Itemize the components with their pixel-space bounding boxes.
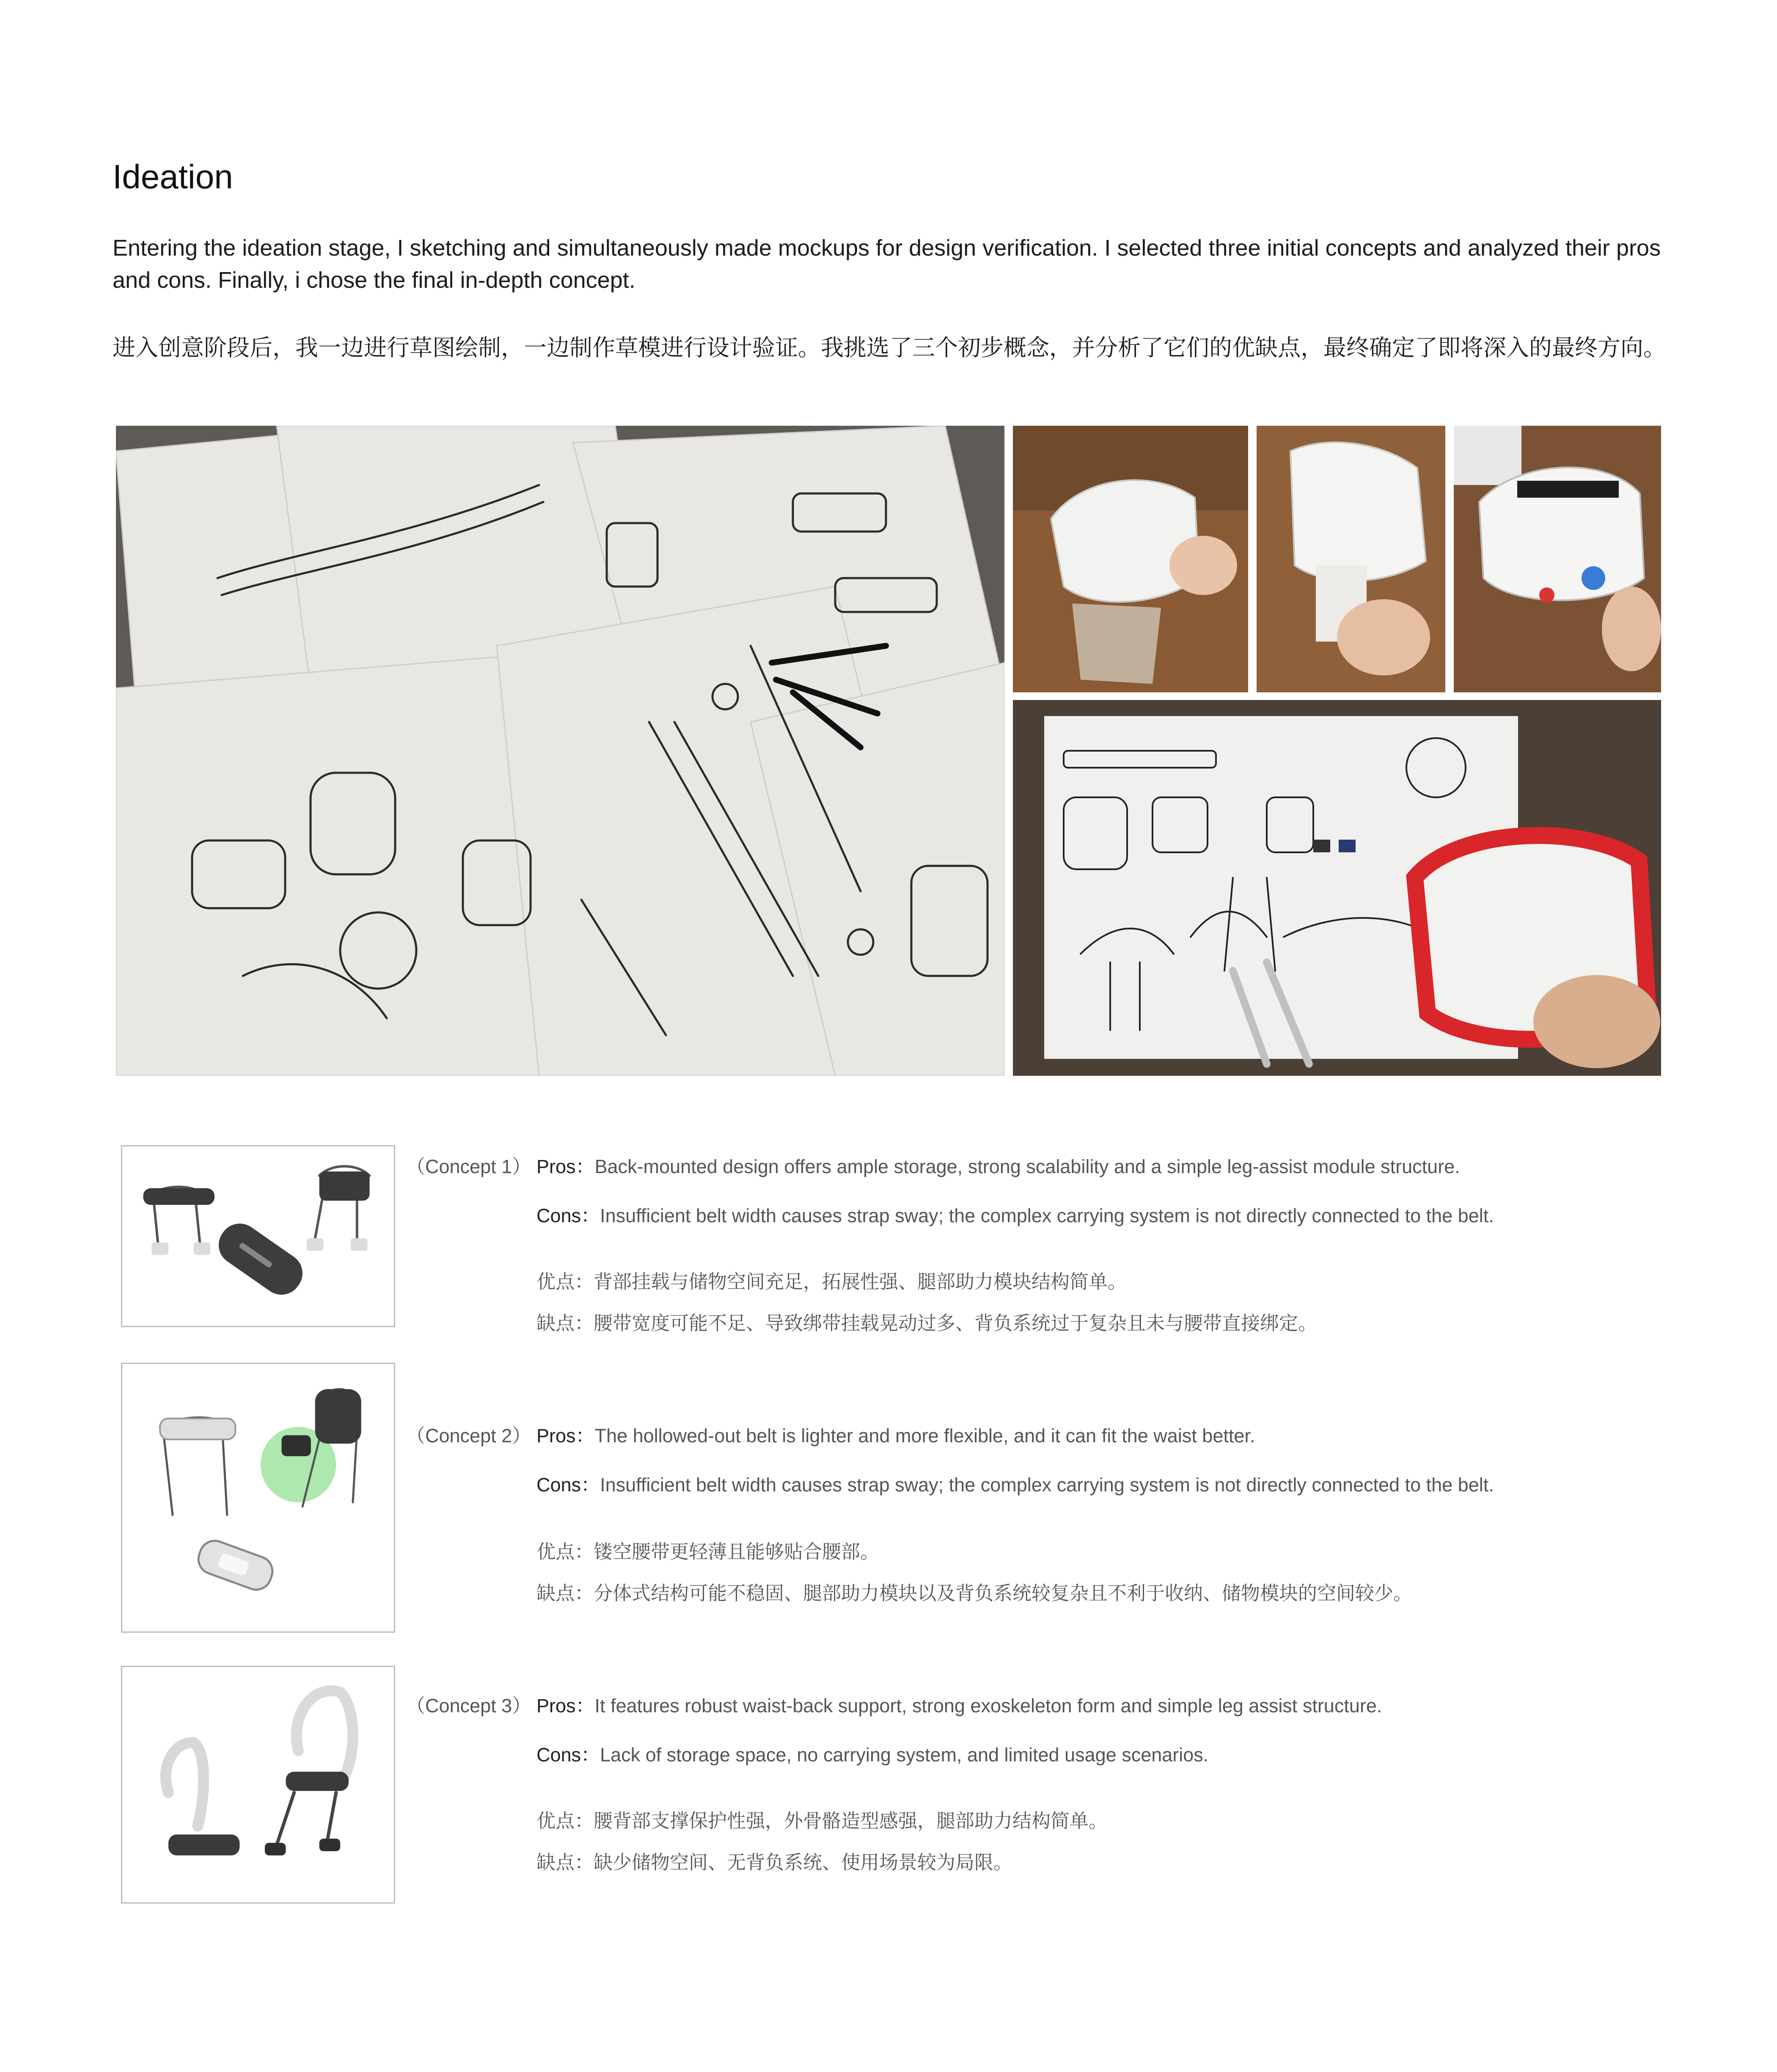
page-title: Ideation <box>113 158 233 196</box>
pros-cn-label: 优点： <box>536 1810 594 1832</box>
pros-cn-text: 背部挂载与储物空间充足，拓展性强、腿部助力模块结构简单。 <box>594 1271 1127 1292</box>
concept-2-pros <box>536 1420 1255 1448</box>
concept-2-cons-cn <box>536 1578 1412 1605</box>
concept-1-pros-cn <box>536 1266 1127 1294</box>
concept-3-pros <box>536 1690 1382 1718</box>
sketch-with-mockup-photo <box>1013 700 1661 1076</box>
cons-cn-text: 分体式结构可能不稳固、腿部助力模块以及背负系统较复杂且不利于收纳、储物模块的空间较少。 <box>594 1582 1413 1604</box>
concept-3-render <box>121 1666 395 1904</box>
pros-cn-text: 腰背部支撑保护性强，外骨骼造型感强，腿部助力结构简单。 <box>594 1810 1108 1832</box>
cons-cn-label: 缺点： <box>536 1312 594 1334</box>
mockup-photo-3 <box>1454 426 1661 692</box>
concept-1-tag: （Concept 1） <box>406 1156 531 1177</box>
pros-cn-label: 优点： <box>536 1541 594 1562</box>
pros-label: Pros： <box>536 1425 595 1447</box>
pros-cn-label: 优点： <box>536 1271 594 1292</box>
concept-1-pros <box>536 1151 1460 1179</box>
cons-cn-text: 缺少储物空间、无背负系统、使用场景较为局限。 <box>594 1852 1013 1873</box>
concept-3-cons <box>536 1739 1208 1767</box>
concept-2-pros-cn <box>536 1536 879 1564</box>
cons-label: Cons： <box>536 1205 600 1226</box>
cons-text: Insufficient belt width causes strap sway; the complex carrying system is not directly connected to the belt. <box>600 1474 1494 1496</box>
pros-label: Pros： <box>536 1695 595 1717</box>
mockup-photo-2 <box>1257 426 1445 692</box>
cons-cn-label: 缺点： <box>536 1852 594 1873</box>
pros-text: It features robust waist-back support, strong exoskeleton form and simple leg assist structure. <box>594 1695 1382 1717</box>
concept-1-render <box>121 1145 395 1327</box>
concept-1-cons <box>536 1200 1494 1228</box>
pros-text: The hollowed-out belt is lighter and more flexible, and it can fit the waist better. <box>594 1425 1255 1447</box>
intro-chinese: 进入创意阶段后，我一边进行草图绘制，一边制作草模进行设计验证。我挑选了三个初步概念，并分析了它们的优缺点，最终确定了即将深入的最终方向。 <box>113 335 1666 361</box>
concept-1-cons-cn <box>536 1308 1317 1335</box>
concept-3-tag: （Concept 3） <box>406 1695 531 1717</box>
concept-2-tag: （Concept 2） <box>406 1425 531 1447</box>
pros-label: Pros： <box>536 1156 595 1177</box>
sketches-photo <box>116 426 1004 1076</box>
cons-text: Lack of storage space, no carrying system, and limited usage scenarios. <box>600 1744 1209 1766</box>
concept-3-cons-cn <box>536 1847 1012 1874</box>
concept-2-cons <box>536 1469 1494 1497</box>
cons-label: Cons： <box>536 1744 600 1766</box>
pros-cn-text: 镂空腰带更轻薄且能够贴合腰部。 <box>594 1541 880 1562</box>
pros-text: Back-mounted design offers ample storage, strong scalability and a simple leg-assist module structure. <box>594 1156 1460 1177</box>
cons-text: Insufficient belt width causes strap sway; the complex carrying system is not directly connected to the belt. <box>600 1205 1494 1226</box>
cons-label: Cons： <box>536 1474 600 1496</box>
cons-cn-text: 腰带宽度可能不足、导致绑带挂载晃动过多、背负系统过于复杂且未与腰带直接绑定。 <box>594 1312 1318 1334</box>
intro-english: Entering the ideation stage, I sketching and simultaneously made mockups for design verification. I selected three initial concepts and analyzed their pros and cons. Finally, i chose the final in-depth concept. <box>113 235 1661 293</box>
mockup-photo-1 <box>1013 426 1248 692</box>
concept-3-pros-cn <box>536 1805 1108 1833</box>
cons-cn-label: 缺点： <box>536 1582 594 1604</box>
concept-2-render <box>121 1363 395 1633</box>
